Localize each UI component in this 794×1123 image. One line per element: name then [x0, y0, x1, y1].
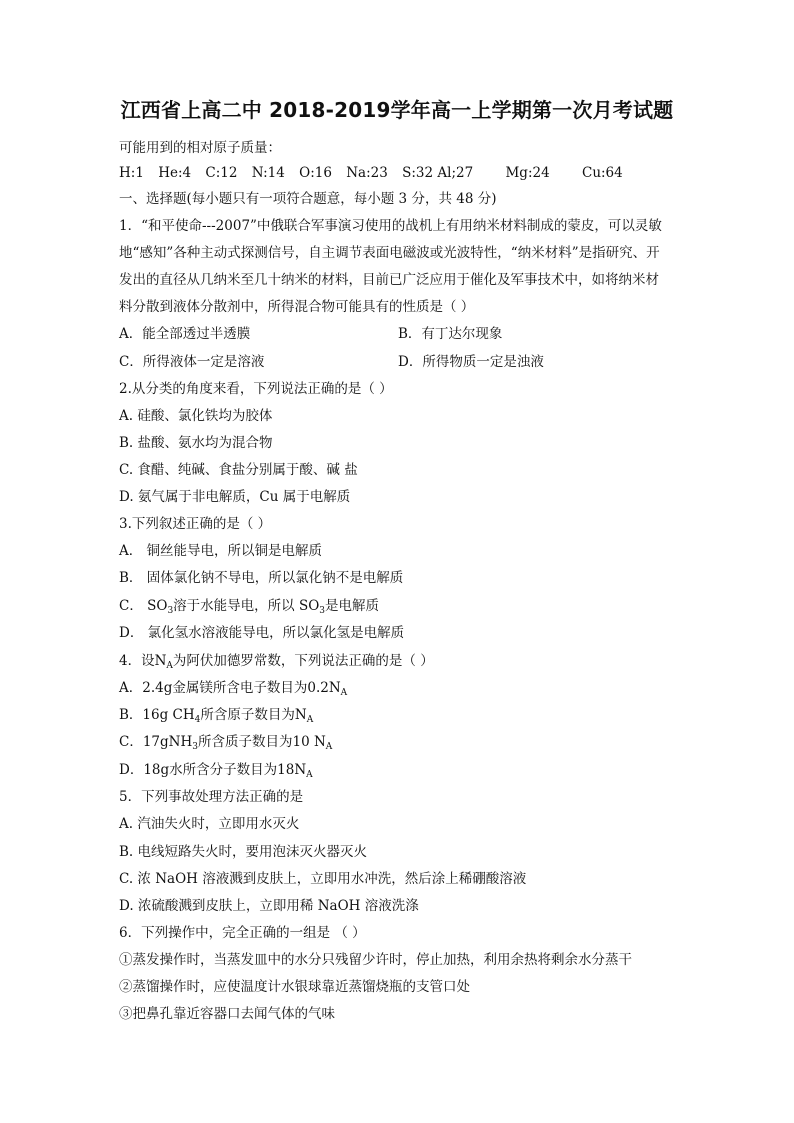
mass-mg: Mg:24 — [505, 165, 550, 181]
mass-cu: Cu:64 — [581, 165, 623, 181]
q5-option-a: A. 汽油失火时，立即用水灭火 — [119, 816, 300, 832]
q3-option-c: C． $SO_3$溶于水能导电，所以 $SO_3$是电解质 — [119, 598, 380, 616]
q2-stem: 2.从分类的角度来看，下列说法正确的是（ ） — [119, 381, 393, 397]
q1-option-b: B．有丁达尔现象 — [398, 326, 503, 342]
q1-stem-line: 地“感知”各种主动式探测信号，自主调节表面电磁波或光波特性，“纳米材料”是指研究、开 — [119, 245, 660, 261]
q4-option-b: B．16g $CH_4$所含原子数目为$N_A$ — [119, 707, 314, 725]
q5-stem: 5．下列事故处理方法正确的是 — [119, 789, 304, 805]
q1-stem-line: 料分散到液体分散剂中，所得混合物可能具有的性质是（ ） — [119, 299, 475, 315]
q3-option-d: D． 氯化氢水溶液能导电，所以氯化氢是电解质 — [119, 625, 405, 641]
q2-option-c: C. 食醋、纯碱、食盐分别属于酸、碱 盐 — [119, 462, 358, 478]
q3-option-b: B． 固体氯化钠不导电，所以氯化钠不是电解质 — [119, 570, 404, 586]
q5-option-d: D. 浓硫酸溅到皮肤上，立即用稀 NaOH 溶液洗涤 — [119, 898, 419, 914]
mass-he: He:4 — [158, 165, 192, 181]
q2-option-d: D. 氨气属于非电解质，Cu 属于电解质 — [119, 489, 351, 505]
q6-item-3: ③把鼻孔靠近容器口去闻气体的气味 — [119, 1006, 335, 1022]
section-heading: 一、选择题(每小题只有一项符合题意，每小题 3 分，共 48 分) — [119, 191, 497, 207]
q6-item-2: ②蒸馏操作时，应使温度计水银球靠近蒸馏烧瓶的支管口处 — [119, 979, 470, 995]
q2-option-b: B. 盐酸、氨水均为混合物 — [119, 435, 273, 451]
mass-c: C:12 — [205, 165, 238, 181]
q3-stem: 3.下列叙述正确的是（ ） — [119, 516, 272, 532]
q6-item-1: ①蒸发操作时，当蒸发皿中的水分只残留少许时，停止加热，利用余热将剩余水分蒸干 — [119, 952, 632, 968]
document-title: 江西省上高二中 2018-2019学年高一上学期第一次月考试题 — [120, 98, 674, 122]
q5-option-b: B. 电线短路失火时，要用泡沫灭火器灭火 — [119, 844, 368, 860]
mass-h: H:1 — [119, 165, 144, 181]
q4-option-c: C．17gNH$_3$所含质子数目为10 $N_A$ — [119, 734, 333, 752]
q1-option-a: A．能全部透过半透膜 — [119, 326, 251, 342]
q2-option-a: A. 硅酸、氯化铁均为胶体 — [119, 408, 273, 424]
mass-n: N:14 — [251, 165, 285, 181]
atomic-mass-list — [119, 164, 633, 182]
q1-option-c: C．所得液体一定是溶液 — [119, 354, 265, 370]
q4-option-d: D．18g水所含分子数目为$18N_A$ — [119, 762, 313, 780]
q4-stem: 4．设$N_A$为阿伏加德罗常数，下列说法正确的是（ ） — [119, 653, 434, 671]
q1-option-d: D．所得物质一定是浊液 — [398, 354, 544, 370]
q4-option-a: A．2.4g金属镁所含电子数目为$0.2N_A$ — [119, 680, 348, 698]
mass-na: Na:23 — [346, 165, 388, 181]
q6-stem: 6．下列操作中，完全正确的一组是 （ ） — [119, 925, 366, 941]
q3-option-a: A． 铜丝能导电，所以铜是电解质 — [119, 543, 323, 559]
q1-stem-line: 发出的直径从几纳米至几十纳米的材料，目前已广泛应用于催化及军事技术中，如将纳米材 — [119, 272, 659, 288]
mass-s-al: S:32 Al;27 — [402, 165, 474, 181]
mass-o: O:16 — [299, 165, 332, 181]
atomic-mass-heading: 可能用到的相对原子质量： — [119, 140, 281, 156]
q5-option-c: C. 浓 NaOH 溶液溅到皮肤上，立即用水冲洗，然后涂上稀硼酸溶液 — [119, 871, 527, 887]
q1-stem-line: 1．“和平使命---2007”中俄联合军事演习使用的战机上有用纳米材料制成的蒙皮，可以灵敏 — [119, 218, 662, 234]
